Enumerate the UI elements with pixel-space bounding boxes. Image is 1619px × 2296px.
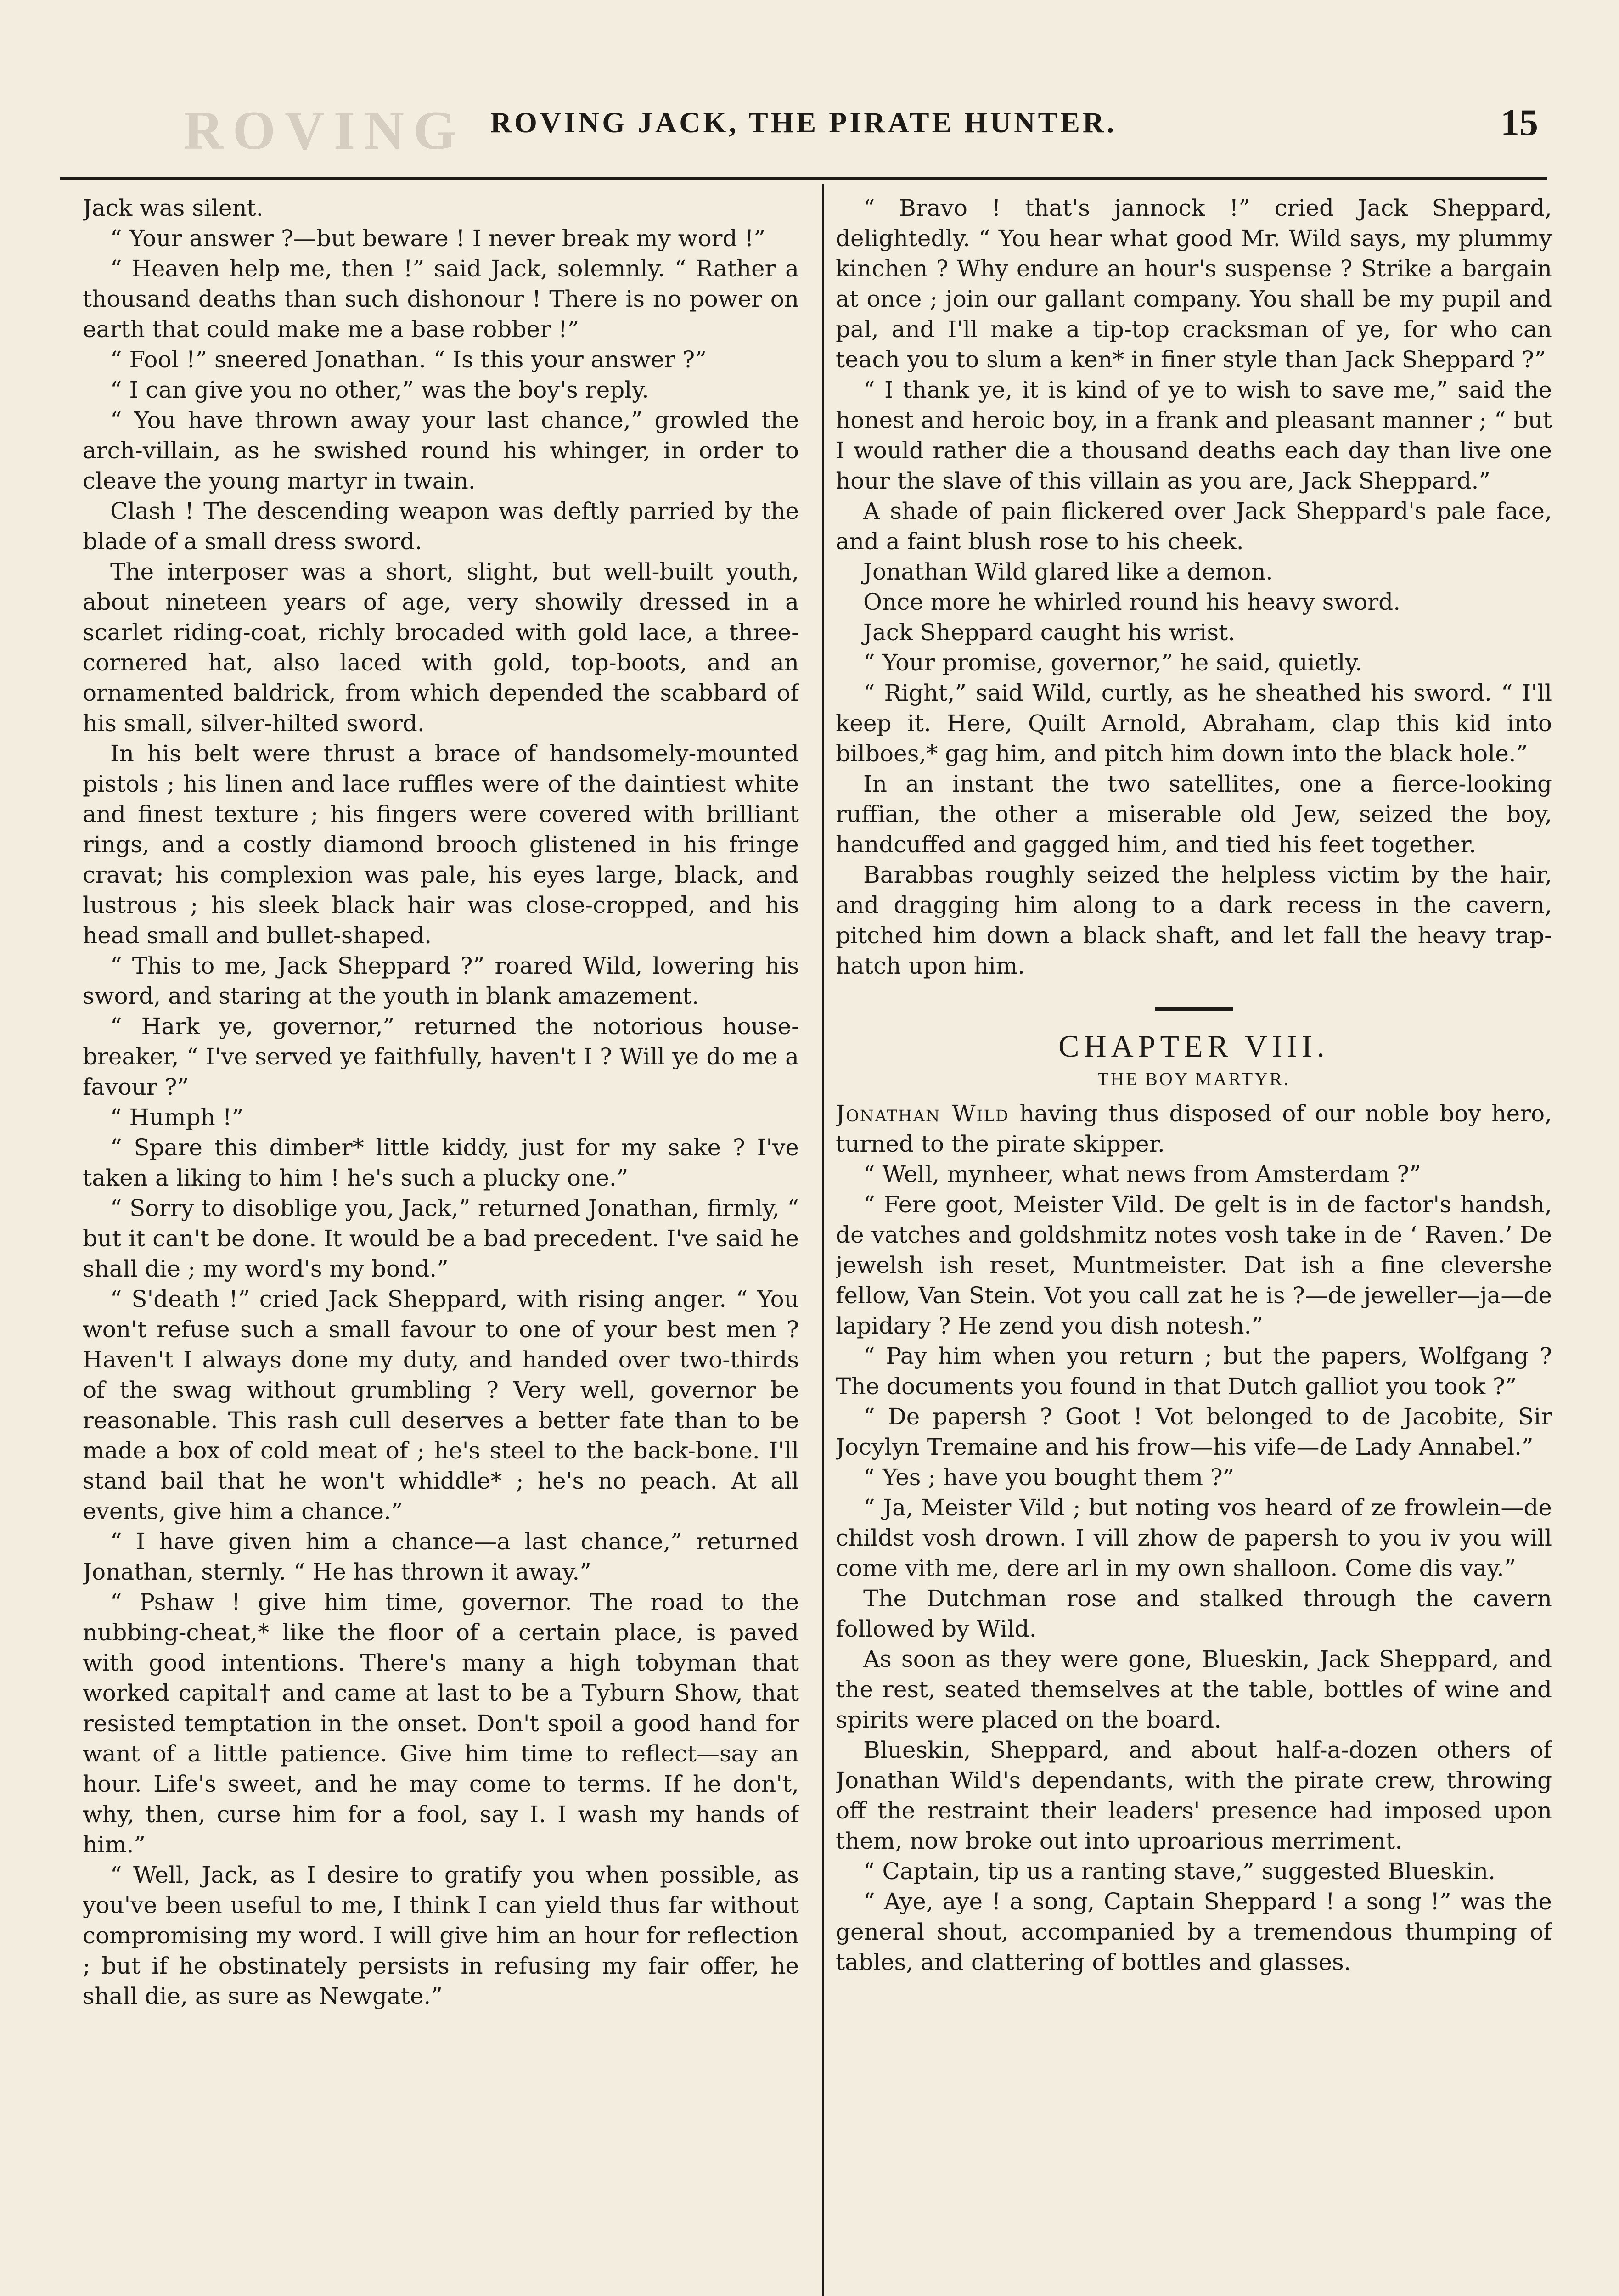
paragraph: Jack Sheppard caught his wrist.	[863, 619, 1236, 646]
paragraph: Jonathan Wild glared like a demon.	[863, 558, 1273, 585]
chapter-lead-text: having thus disposed of our noble boy hero, turned to the pirate skipper.	[836, 1100, 1552, 1157]
section-separator	[1155, 1007, 1233, 1011]
paragraph: “ Your promise, governor,” he said, quietly.	[863, 649, 1362, 676]
right-column	[836, 193, 1552, 2296]
paragraph: “ Fool !” sneered Jonathan. “ Is this your answer ?”	[110, 346, 707, 373]
chapter-subtitle: THE BOY MARTYR.	[1097, 1069, 1290, 1089]
paragraph: “ Pay him when you return ; but the papers, Wolfgang ? The documents you found in that Dutch galliot you took ?”	[836, 1343, 1552, 1400]
paragraph: Once more he whirled round his heavy sword.	[863, 589, 1401, 615]
paragraph: “ S'death !” cried Jack Sheppard, with rising anger. “ You won't refuse such a small favour to one of your best men ? Haven't I always done my duty, and handed over two-thirds of the swag without grumbling ? Very well, governor be reasonable. This rash cull deserves a better fate than to be made a box of cold meat of ; he's steel to the back-bone. I'll stand bail that he won't whiddle* ; he's no peach. At all events, give him a chance.”	[83, 1286, 799, 1525]
page-header	[60, 92, 1547, 161]
paragraph: “ I thank ye, it is kind of ye to wish to save me,” said the honest and heroic boy, in a frank and pleasant manner ; “ but I would rather die a thousand deaths each day than live one hour the slave of this villain as you are, Jack Sheppard.”	[836, 377, 1552, 494]
column-divider	[822, 184, 824, 2296]
paragraph: Clash ! The descending weapon was deftly parried by the blade of a small dress sword.	[83, 498, 799, 555]
paragraph: “ Well, Jack, as I desire to gratify you when possible, as you've been useful to me, I think I can yield thus far without compromising my word. I will give him an hour for reflection ; but if he obstinately persists in refusing my fair offer, he shall die, as sure as Newgate.”	[83, 1862, 799, 2009]
paragraph: A shade of pain flickered over Jack Sheppard's pale face, and a faint blush rose to his cheek.	[836, 498, 1552, 555]
chapter-title: CHAPTER VIII.	[1058, 1029, 1329, 1064]
paragraph: Blueskin, Sheppard, and about half-a-dozen others of Jonathan Wild's dependants, with the pirate crew, throwing off the restraint their leaders' presence had imposed upon them, now broke out into uproarious merriment.	[836, 1737, 1552, 1854]
paragraph: “ Aye, aye ! a song, Captain Sheppard ! a song !” was the general shout, accompanied by a tremendous thumping of tables, and clattering of bottles and glasses.	[836, 1888, 1552, 1975]
paragraph: “ Sorry to disoblige you, Jack,” returned Jonathan, firmly, “ but it can't be done. It would be a bad precedent. I've said he shall die ; my word's my bond.”	[83, 1195, 799, 1282]
bleed-through-heading: ROVING	[184, 100, 466, 161]
paragraph: The Dutchman rose and stalked through the cavern followed by Wild.	[836, 1585, 1552, 1642]
chapter-lead-smallcaps: Jonathan Wild	[836, 1100, 1009, 1127]
paragraph: In his belt were thrust a brace of handsomely-mounted pistols ; his linen and lace ruffles were of the daintiest white and finest texture ; his fingers were covered with brilliant rings, and a costly diamond brooch glistened in his fringe cravat; his complexion was pale, his eyes large, black, and lustrous ; his sleek black hair was close-cropped, and his head small and bullet-shaped.	[83, 740, 799, 949]
paragraph: “ Ja, Meister Vild ; but noting vos heard of ze frowlein—de childst vosh drown. I vill zhow de papersh to you iv you will come vith me, dere arl in my own shalloon. Come dis vay.”	[836, 1494, 1552, 1581]
paragraph: “ Right,” said Wild, curtly, as he sheathed his sword. “ I'll keep it. Here, Quilt Arnold, Abraham, clap this kid into bilboes,* gag him, and pitch him down into the black hole.”	[836, 680, 1552, 767]
paragraph: “ Humph !”	[110, 1104, 244, 1131]
running-title: ROVING JACK, THE PIRATE HUNTER.	[490, 106, 1117, 139]
paragraph: “ Captain, tip us a ranting stave,” suggested Blueskin.	[863, 1858, 1495, 1885]
paragraph: Barabbas roughly seized the helpless victim by the hair, and dragging him along to a dark recess in the cavern, pitched him down a black shaft, and let fall the heavy trap-hatch upon him.	[836, 861, 1552, 979]
paragraph: The interposer was a short, slight, but well-built youth, about nineteen years of age, very showily dressed in a scarlet riding-coat, richly brocaded with gold lace, a three-cornered hat, also laced with gold, top-boots, and an ornamented baldrick, from which depended the scabbard of his small, silver-hilted sword.	[83, 558, 799, 737]
paragraph: As soon as they were gone, Blueskin, Jack Sheppard, and the rest, seated themselves at the table, bottles of wine and spirits were placed on the board.	[836, 1646, 1552, 1733]
page-number: 15	[1501, 101, 1538, 143]
paragraph: “ Pshaw ! give him time, governor. The road to the nubbing-cheat,* like the floor of a certain place, is paved with good intentions. There's many a high tobyman that worked capital† and came at last to be a Tyburn Show, that resisted temptation in the onset. Don't spoil a good hand for want of a little patience. Give him time to reflect—say an hour. Life's sweet, and he may come to terms. If he don't, why, then, curse him for a fool, say I. I wash my hands of him.”	[83, 1589, 799, 1858]
paragraph: “ Hark ye, governor,” returned the notorious house-breaker, “ I've served ye faithfully, haven't I ? Will ye do me a favour ?”	[83, 1013, 799, 1100]
paragraph: “ Well, mynheer, what news from Amsterdam ?”	[863, 1161, 1421, 1187]
paragraph: “ Fere goot, Meister Vild. De gelt is in de factor's handsh, de vatches and goldshmitz notes vosh take in de ‘ Raven.’ De jewelsh ish reset, Muntmeister. Dat ish a fine clevershe fellow, Van Stein. Vot you call zat he is ?—de jeweller—ja—de lapidary ? He zend you dish notesh.”	[836, 1191, 1552, 1339]
paragraph: “ Spare this dimber* little kiddy, just for my sake ? I've taken a liking to him ! he's such a plucky one.”	[83, 1134, 799, 1191]
paragraph: “ Bravo ! that's jannock !” cried Jack Sheppard, delightedly. “ You hear what good Mr. Wild says, my plummy kinchen ? Why endure an hour's suspense ? Strike a bargain at once ; join our gallant company. You shall be my pupil and pal, and I'll make a tip-top cracksman of ye, for who can teach you to slum a ken* in finer style than Jack Sheppard ?”	[836, 195, 1552, 373]
paragraph: “ I can give you no other,” was the boy's reply.	[110, 377, 649, 403]
paragraph: Jack was silent.	[83, 195, 264, 221]
paragraph: “ Yes ; have you bought them ?”	[863, 1464, 1235, 1491]
paragraph: “ You have thrown away your last chance,” growled the arch-villain, as he swished round his whinger, in order to cleave the young martyr in twain.	[83, 407, 799, 494]
paragraph: In an instant the two satellites, one a fierce-looking ruffian, the other a miserable old Jew, seized the boy, handcuffed and gagged him, and tied his feet together.	[836, 771, 1552, 858]
paragraph: “ I have given him a chance—a last chance,” returned Jonathan, sternly. “ He has thrown it away.”	[83, 1528, 799, 1585]
left-column	[83, 193, 799, 2296]
paragraph: “ De papersh ? Goot ! Vot belonged to de Jacobite, Sir Jocylyn Tremaine and his frow—his vife—de Lady Annabel.”	[836, 1403, 1552, 1460]
paragraph: “ Your answer ?—but beware ! I never break my word !”	[110, 225, 766, 252]
paragraph: “ This to me, Jack Sheppard ?” roared Wild, lowering his sword, and staring at the youth in blank amazement.	[83, 952, 799, 1009]
header-rule	[60, 177, 1547, 180]
chapter-opening-paragraph	[836, 1098, 1552, 1159]
paragraph: “ Heaven help me, then !” said Jack, solemnly. “ Rather a thousand deaths than such dishonour ! There is no power on earth that could make me a base robber !”	[83, 255, 799, 343]
